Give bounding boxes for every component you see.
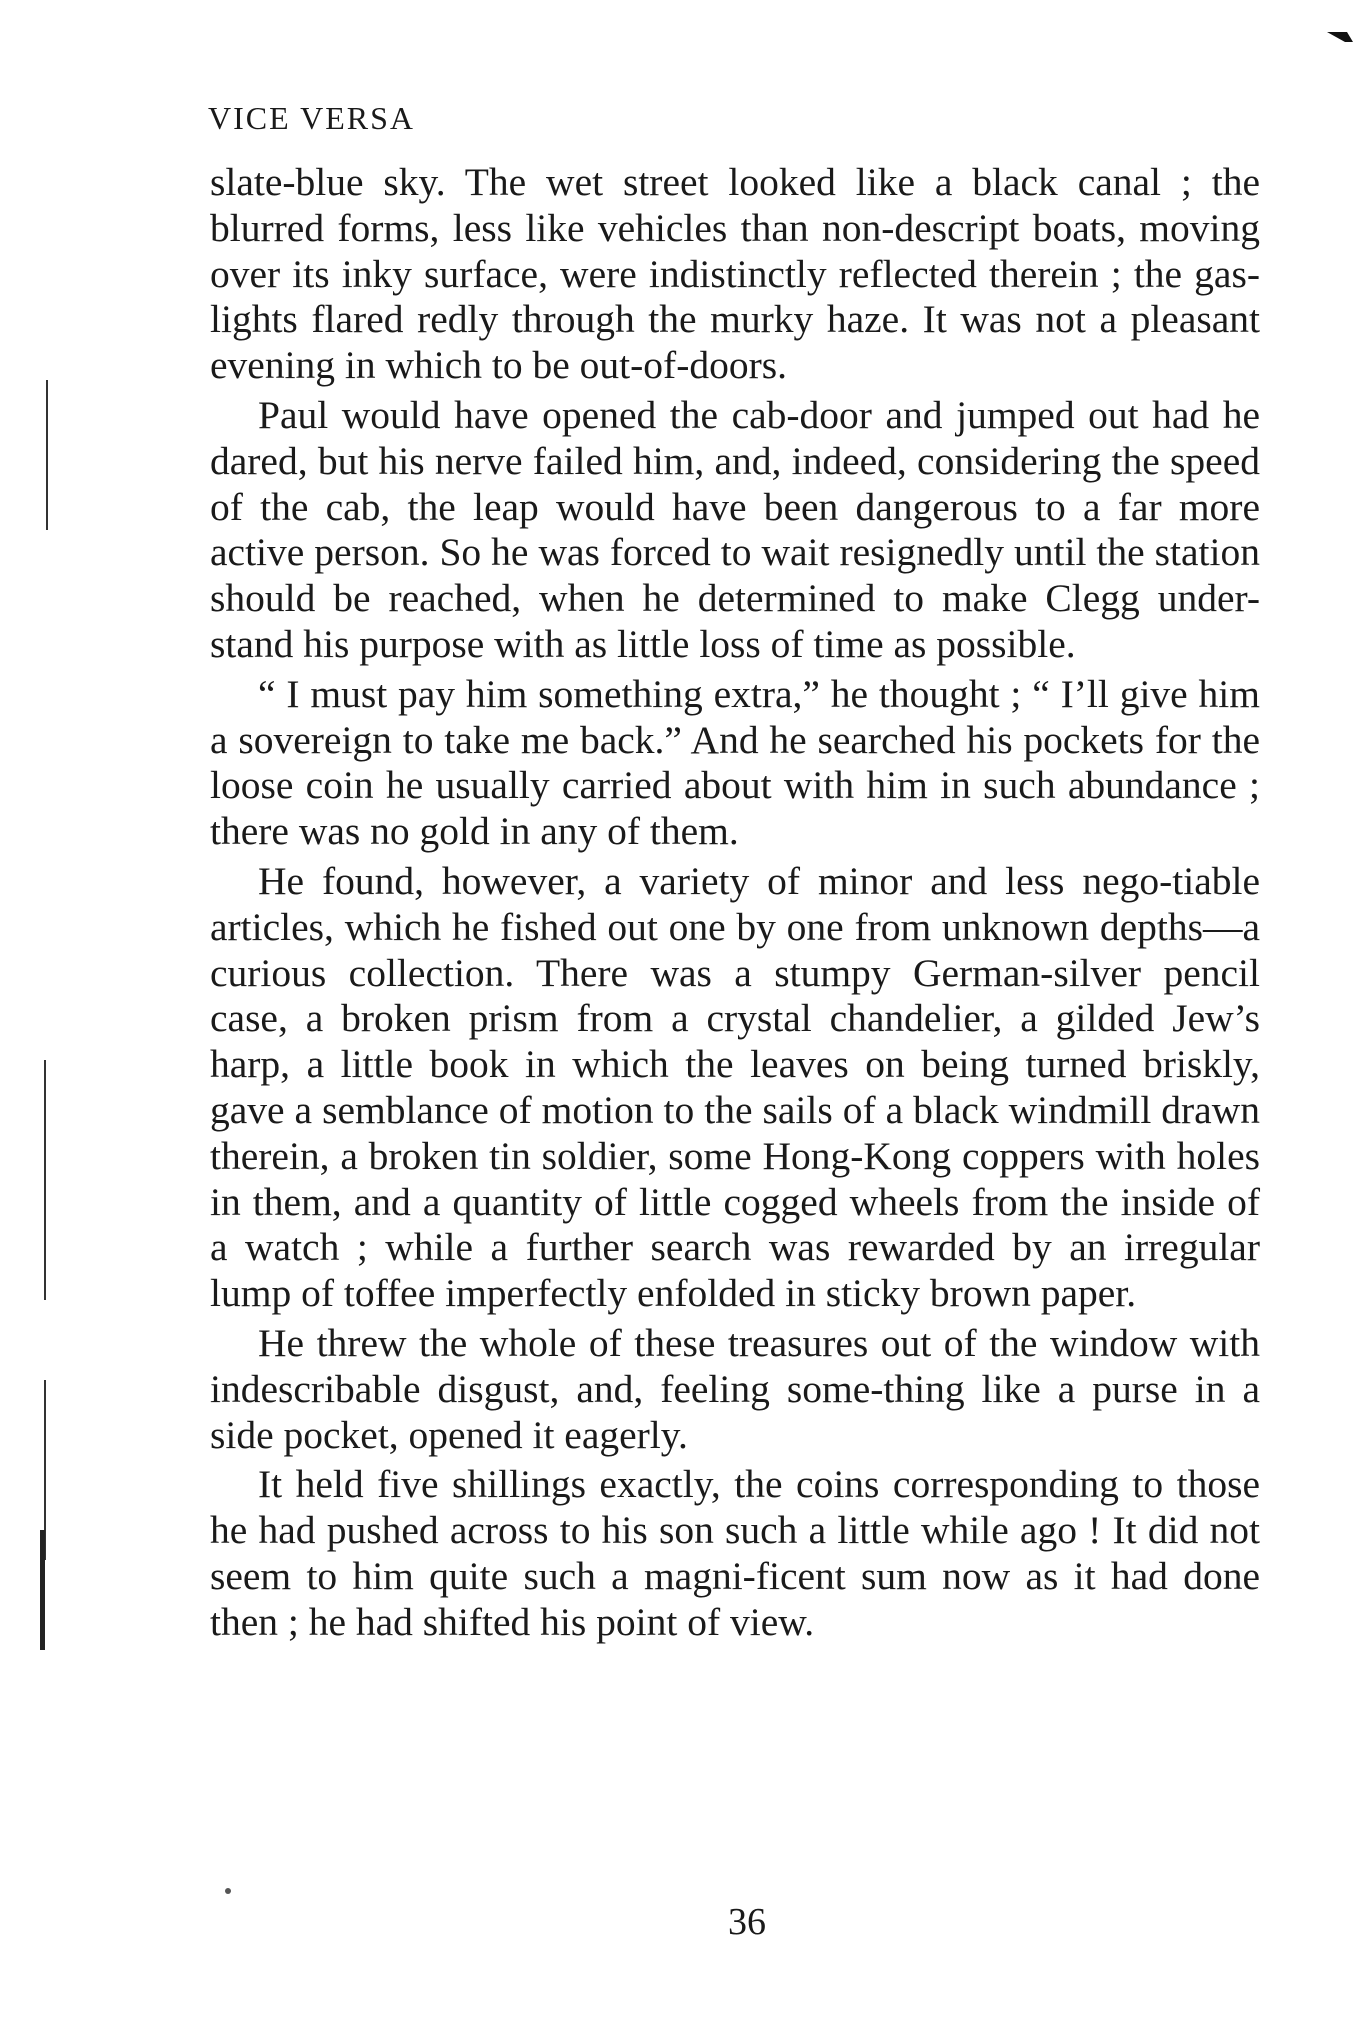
corner-mark-icon	[1327, 28, 1353, 42]
paragraph-2: Paul would have opened the cab-door and jumped out had he dared, but his nerve failed him, and, indeed, considering the speed of the cab, the leap would have been dangerous to a far more active person. So he was forced to wait resignedly until the station should be reached, when he determined to make Clegg under-stand his purpose with as little loss of time as possible.	[210, 392, 1260, 666]
paragraph-4: He found, however, a variety of minor and less nego-tiable articles, which he fished out one by one from unknown depths—a curious collection. There was a stumpy German-silver pencil case, a broken prism from a crystal chandelier, a gilded Jew’s harp, a little book in which the leaves on being turned briskly, gave a semblance of motion to the sails of a black windmill drawn therein, a broken tin soldier, some Hong-Kong coppers with holes in them, and a quantity of little cogged wheels from the inside of a watch ; while a further search was rewarded by an irregular lump of toffee imperfectly enfolded in sticky brown paper.	[210, 858, 1260, 1316]
margin-line-mark	[46, 380, 48, 530]
paragraph-1: slate-blue sky. The wet street looked like a black canal ; the blurred forms, less like vehicles than non-descript boats, moving over its inky surface, were indistinctly reflected therein ; the gas-lights flared redly through the murky haze. It was not a pleasant evening in which to be out-of-doors.	[210, 160, 1260, 388]
paragraph-5: He threw the whole of these treasures out of the window with indescribable disgust, and, feeling some-thing like a purse in a side pocket, opened it eagerly.	[210, 1320, 1260, 1457]
paragraph-3: “ I must pay him something extra,” he thought ; “ I’ll give him a sovereign to take me back.” And he searched his pockets for the loose coin he usually carried about with him in such abundance ; there was no gold in any of them.	[210, 671, 1260, 854]
margin-line-mark	[44, 1060, 46, 1300]
running-head: VICE VERSA	[208, 100, 415, 136]
ink-speck	[225, 1888, 231, 1894]
body-text	[210, 160, 1260, 1650]
paragraph-6: It held five shillings exactly, the coins corresponding to those he had pushed across to his son such a little while ago ! It did not seem to him quite such a magni-ficent sum now as it had done then ; he had shifted his point of view.	[210, 1462, 1260, 1644]
margin-line-mark	[40, 1530, 45, 1650]
page-number: 36	[728, 1901, 766, 1943]
